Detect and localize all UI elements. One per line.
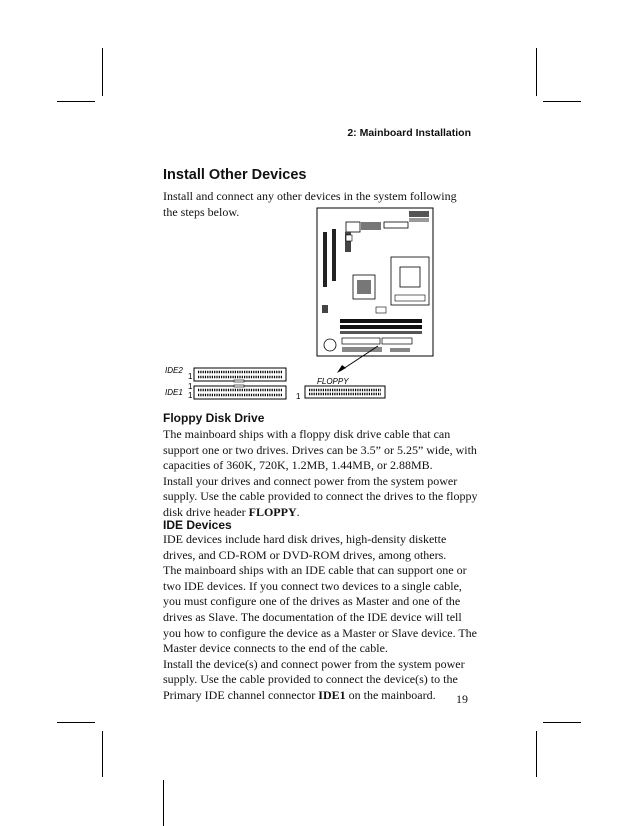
floppy-pin1-label: 1 (296, 392, 301, 401)
ide-header-on-board (342, 338, 380, 344)
ide2-key-notch (234, 380, 244, 382)
io-connector (409, 218, 429, 222)
ide-paragraph: IDE devices include hard disk drives, high-density diskette drives, and CD-ROM or DVD-ROM drives, among others. (163, 532, 447, 562)
crop-mark (543, 101, 581, 102)
crop-mark (57, 101, 95, 102)
floppy-connector (305, 386, 385, 398)
crop-mark (102, 48, 103, 96)
floppy-header-name: FLOPPY (248, 504, 297, 519)
floppy-header-on-board (382, 338, 412, 344)
crop-mark (163, 780, 164, 826)
crop-mark (536, 48, 537, 96)
ide1-connector (194, 386, 286, 399)
cpu-socket-inner (400, 267, 420, 287)
running-header: 2: Mainboard Installation (347, 127, 471, 139)
pci-slot (323, 232, 327, 287)
ide1-pin1-label: 1 (188, 391, 193, 400)
battery (324, 339, 336, 351)
ide-section-title: IDE Devices (163, 518, 232, 532)
intro-text: Install and connect any other devices in the system following the steps below. (163, 189, 457, 219)
dimm-slot (340, 331, 422, 334)
section-title: Install Other Devices (163, 167, 307, 183)
floppy-section-body (163, 427, 481, 521)
floppy-label: FLOPPY (317, 377, 349, 386)
pci-slot (332, 229, 336, 281)
floppy-arrowhead (337, 365, 346, 373)
ide1-label: IDE1 (165, 388, 183, 397)
ide1-connector-name: IDE1 (318, 687, 346, 702)
ide-paragraph: The mainboard ships with an IDE cable that can support one or two IDE devices. If you connect two devices to a single cable, you must configure one of the drives as Master and one of the drives as Slave. The documentation of the IDE device will tell you how to configure the device as a Master or Slave device. The Master device connects to the end of the cable. (163, 563, 478, 656)
ide2-pin1-label: 1 (188, 372, 193, 381)
header-block (346, 222, 360, 232)
crop-mark (536, 731, 537, 777)
chipset-core (357, 280, 371, 294)
mainboard-connector-diagram (160, 205, 460, 410)
crop-mark (57, 722, 95, 723)
ide1-pin1-label-top: 1 (188, 382, 193, 391)
floppy-paragraph: Install your drives and connect power from the system power supply. Use the cable provided to connect the drives to the floppy disk drive header FLOPPY. (163, 473, 478, 519)
floppy-paragraph: The mainboard ships with a floppy disk drive cable that can support one or two drives. Drives can be 3.5” or 5.25” wide, with capacities of 360K, 720K, 1.2MB, 1.44MB, or 2.88MB. (163, 427, 477, 473)
ide2-label: IDE2 (165, 366, 183, 375)
floppy-section-title: Floppy Disk Drive (163, 411, 265, 425)
header-block (361, 222, 381, 230)
ide2-connector (194, 368, 286, 381)
component (322, 305, 328, 313)
ide1-key-notch (234, 385, 244, 387)
crop-mark (102, 731, 103, 777)
page-number: 19 (456, 692, 468, 706)
dimm-slot (340, 319, 422, 323)
ide-paragraph: Install the device(s) and connect power from the system power supply. Use the cable provided to connect the device(s) to the Primary IDE channel connector IDE1 on the mainboard. (163, 656, 465, 702)
header-block (390, 348, 410, 352)
io-connector (409, 211, 429, 217)
component (376, 307, 386, 313)
crop-mark (543, 722, 581, 723)
power-connector (384, 222, 408, 228)
dimm-slot (340, 325, 422, 329)
cpu-socket-lever (395, 295, 425, 301)
ide-section-body (163, 532, 481, 704)
chip (346, 235, 352, 241)
